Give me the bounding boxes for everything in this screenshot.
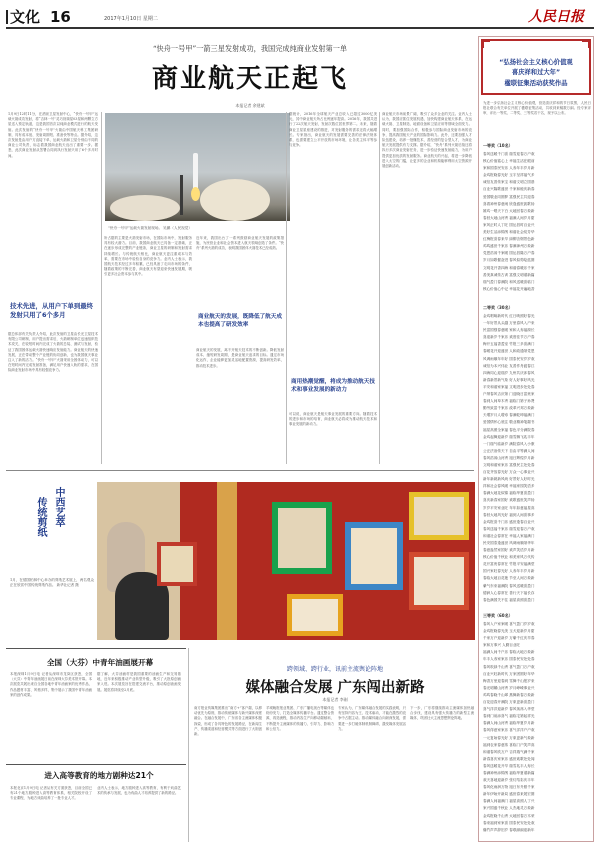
lead-body-col2: 所占据的主要是火箭发射市场，在国际市场中，发射服务具有较大潜力。目前，我国商业航天已具备一定基础，正在逐步形成完整的产业链条，商业卫星的研制和发射需求持续增长。与传统航天相比，商业航天更注重成本与效率，需要在市场中检验自身的竞争力。业内人士表示，我国航天技术经过多年积累，已经具备了走向市场的条件，随着政策的不断完善，商业航天有望迎来快速发展期，吸引更多社会资本参与其中。 <box>104 236 192 277</box>
section-divider <box>6 470 474 471</box>
sidebar-list-3: 春风入户家家暖 喜气盈门岁岁欢 金鸡报晓春光美 玉犬迎新岁月甜 千家万户迎新岁 万紫千红庆早春 家和万事兴 人勤百业旺 福满人间千户乐 春临大地万象新 年丰人寿家家乐 国泰民安处处春 春风吹绿千山秀 喜气盈门万户欢 百业兴旺新时代 万家团圆好年华 梅香万里迎春到 雪舞千山报岁来 春光明媚山河秀 岁月峥嵘事业兴 鸡鸣春晓千山翠 燕舞新春万象新 百花迎春开满院 万象更新喜盈门 喜气洋洋迎新岁 春风荡荡入华堂 春到门前添喜气 福临宅第起祥光 春满人间山河秀 福临华夏岁月新 春风得意家家乐 喜气洋洋户户欢 一元复始春光好 万象更新气象新 福到农家春意浓 喜临门户笑声高 和谐春风吹万户 吉祥瑞气满千家 新春喜庆家家乐 盛世欢歌处处闻 春风送暖花开早 瑞雪兆丰人寿长 春满神州添锦绣 福临华夏谱新篇 欢天喜地迎新岁 张灯结彩庆丰年 春风化雨润万物 旭日东升照千家 新年伊始开新局 盛世春来展宏图 春满人间福满门 福星高照人丁兴 家兴国盛千秋业 人杰地灵万象新 金鸡报晓千山秀 大地回春万木荣 春来福到家家喜 国泰民安处处欢 爆竹声声辞旧岁 春联副副迎新年 <box>483 622 535 832</box>
corner-ornament-icon <box>582 40 590 48</box>
papercut-exhibition-photo <box>97 482 475 640</box>
section-bracket-icon <box>6 10 8 24</box>
sidebar-title-line1: “弘扬社会主义核心价值观 <box>499 59 573 66</box>
story1-title: 全国（大芬）中青年油画展开幕 <box>46 658 154 667</box>
column-rule <box>286 112 287 464</box>
corner-ornament-icon <box>482 40 490 48</box>
story2-body-a: 本报北京1月9日电 记者从有关方面获悉，目前全国已有21个地方剧种进入高等教育体系，相关院校开设了专业课程，为地方戏曲培养了一批专业人才。 <box>10 786 92 801</box>
sidebar-title-box <box>481 39 591 95</box>
masthead-rule <box>6 27 594 29</box>
photo-caption: “快舟一号甲”运载火箭发射现场。 吴鹏（人民视觉） <box>108 226 192 230</box>
feature-caption-text: 1月，在德国柏林中心举办的剪纸艺术展上，两名观众正在欣赏中国传统剪纸作品。 <box>10 578 94 588</box>
section-name: 文化 <box>10 8 41 26</box>
smoke-cloud-right <box>200 179 270 221</box>
column-rule <box>101 112 102 464</box>
lead-body-col4b: 可以说，商业航天是航天事业发展的重要方向。随着技术的进步和市场的培育，商业航天必将成为推动航天技术和事业发展的新动力。 <box>289 412 377 427</box>
feature-title-a: 中西艺萃 <box>53 487 64 527</box>
papercut-frame-5 <box>287 594 343 636</box>
page-number: 16 <box>50 8 71 26</box>
papercut-frame-2 <box>345 522 403 590</box>
sidebar-group-1: 一等奖（10名） <box>483 143 513 148</box>
column-rule <box>379 112 380 464</box>
center-body-col2: 羊城晚报报业集团、广东广播电视台等媒体也纷纷发力，打造全媒体传播平台。通过整合资源、再造流程，推动内容生产向移动端倾斜，不断提升主流媒体的传播力、引导力、影响力和公信力。 <box>266 706 334 731</box>
sidebar-group-2: 二等奖（30名） <box>483 305 513 310</box>
lead-body-col1b: 据总体部有关负责人介绍，此次发射的卫星由长光卫星技术有限公司研制，用户提出需求后，火箭研制单位迅速组织技术攻关，在较短时间内完成了火箭的总装、测试与发射，验证了我国固体运载火箭快速响应发射能力。商业航天的快速发展，正在带动整个产业链的协同创新，也为我国航天事业注入了新的活力。“快舟一号甲”火箭采用全固体动力，可以在短时间内完成发射准备，满足用户快速入轨的需求，在国际商业发射市场中具有较强竞争力。 <box>8 332 98 373</box>
sidebar-intro: 为进一步弘扬社会主义核心价值观，营造喜庆祥和的节日氛围，人民日报社联合有关单位开展了楹联征集活动，共收到来稿数万副。经专家评审，评出一等奖、二等奖、三等奖若干名，现予以公布。 <box>483 101 591 116</box>
lead-body-col3: 近年来，我国出台了一系列鼓励商业航天发展的政策措施，为民营企业和社会资本进入航天领域创造了条件。“快舟”系列火箭的成功，表明我国固体火箭技术已经成熟。 <box>196 236 284 251</box>
smoke-cloud-left <box>110 195 180 221</box>
story2-body-b: 业内人士表示，地方剧种进入高等教育，有利于戏曲艺术的传承与发展，也为戏曲人才培养提供了新的路径。 <box>97 786 181 796</box>
sidebar-panel <box>478 36 594 842</box>
story1-body-b: 据了解，大芬油画村是我国重要的油画生产和交易基地，近年来积极推动产业转型升级，吸引了大批原创画家入驻。本次展览旨在搭建交流平台，推动原创油画发展。展览将持续至2月底。 <box>97 672 181 692</box>
center-headline: 媒体融合发展 广东闯出新路 <box>245 680 425 696</box>
held-papercut <box>157 542 197 586</box>
center-body-col3: 专家认为，广东媒体融合发展的实践表明，只有坚持内容为王、技术驱动，才能在激烈的竞争中占据主动。推动媒体融合向纵深发展，需要进一步打破体制机制障碍，激发媒体发展活力。 <box>338 706 406 731</box>
lead-subhead-2: 商业航天的发展，既降低了航天成本也提高了研发效率 <box>198 314 282 328</box>
center-body-col4: 下一步，广东将继续推动主流媒体加快融合步伐，建设具有强大传播力的新型主流媒体，巩固壮大主流思想舆论阵地。 <box>410 706 474 721</box>
papercut-frame-1 <box>272 502 332 574</box>
feature-credit: 新华社记者 摄 <box>56 583 79 588</box>
center-body-col1: 南方报业传媒集团推出“南方+”客户端，以移动优先为原则，推动传统媒体与新兴媒体深度融合。在融合发展中，广东省各主流媒体积极探索，形成了各具特色的发展路径，在新闻生产、传播渠道和经营模式等方面进行了大胆创新。 <box>194 706 262 737</box>
launch-tower <box>180 175 183 215</box>
lead-body-col4: 据统计，2016年全球航天产业总收入已超过3000亿美元，其中商业航天所占比例逐年提高。2016年，我国共进行了22次航天发射，发射次数位居世界第二。未来，随着商业卫星星座建设的推进，对发射服务的需求还将大幅增长。专家指出，商业航天的发展需要完善的法律法规体系，也需要建立公平开放的市场环境，让各类主体平等参与竞争。 <box>289 112 377 148</box>
issue-date: 2017年1月10日 星期二 <box>104 16 158 22</box>
feature-caption <box>10 578 94 622</box>
sidebar-title-line3: 楹联征集活动获奖作品 <box>504 80 568 87</box>
center-byline: 本报记者 李刚 <box>322 697 348 702</box>
feature-title-b: 传统剪纸 <box>35 497 46 537</box>
newspaper-logo: 人民日报 <box>528 9 584 25</box>
pillar <box>217 482 237 640</box>
lead-body-col1: 1月9日12时11分，在酒泉卫星发射中心，“快舟一号甲”运载火箭成功发射，将“吉林一号”灵巧视频星03星和两颗立方星送入预定轨道，这是我国首次以纯商业模式进行的航天发射。此次发射的“快舟一号甲”火箭由中国航天科工集团研制，具有成本低、发射周期短、准备快等特点。据介绍，这次发射是由用户方直接下单，运载火箭和卫星分别由不同的商业公司负责，标志着我国商业航天迈出了重要一步。据悉，此次商业发射从签署合同到执行发射只用了6个多月时间。 <box>8 112 98 158</box>
column-rule <box>188 648 189 842</box>
lead-subhead-1: 技术先进，从用户下单到最终发射只用了6个多月 <box>10 302 94 319</box>
sidebar-list-2: 金鸡唱响新时代 红日映照好春光 一年好景从头越 万里春风入户来 民富国强春意暖 家和人寿福源长 喜迎新岁千家乐 欢度佳节万户春 梅开五福香盈室 竹报三多喜满门 春暖花开迎盛世 人和政通颂党恩 风调雨顺年年好 国泰民安岁岁欢 诚信为本兴伟业 友善作舟渡春江 四海同心迎瑞岁 九州共庆沐春风 新春新景新气象 好人好事好风光 平安和谐家家福 文明进步处处春 户纳春风吉庆第 门迎晓日富贵家 春到人间草木秀 福临门第子孙贤 勤劳致富千家乐 改革兴邦万象新 天增岁月人增寿 春满乾坤福满门 爱国情怀心底注 敬业精神笔端书 福星高照全家福 春色平分满院春 金鸡起舞迎新岁 瑞雪飘飞兆丰年 一门瑞气临新岁 满院春风入小康 公正法治传天下 自由平等满人间 春风浩荡山河秀 旭日辉煌岁月新 文明和谐家家乐 富强民主处处春 百花齐放春光好 万众一心事业兴 新年新貌新风尚 好景好人好时光 祥和社会春风暖 幸福家园笑语多 春满大地花似锦 福临华夏喜盈门 喜庆新春家国好 欢歌盛世笑声扬 岁岁平安家业旺 年年如意福星高 春回大地风光好 福到人间喜事多 金鸡报喜千门乐 盛世逢春百业兴 春风送福千家乐 瑞雪迎春万户欢 和谐社会春常在 幸福人家福满门 民安国泰逢盛世 风调雨顺颂华年 春意盎然家国好 欢声笑语岁月新 核心价值千秋业 和美家风万代传 花开富贵春常在 竹报平安福满堂 国兴家旺春光好 人寿年丰岁月新 春临大地百花艳 节至人间万象新 紫气东来福满院 春风送暖喜盈门 德润人心春常在 善行天下福长存 春色满园关不住 福星高照喜盈门 <box>483 314 535 602</box>
papercut-frame-3 <box>409 492 469 540</box>
lead-kicker: “快舟一号甲”一箭三星发射成功，我国完成纯商业发射第一单 <box>152 44 348 53</box>
center-kicker: 跨领域、跨行业，讯前主流舆论阵地 <box>286 666 383 673</box>
papercut-frame-4 <box>409 552 469 610</box>
sidebar-list-1: 春风送暖千门喜 瑞雪迎春万户欢 核心价值铭心上 幸福生活在眼前 家和国泰民安乐 人寿年丰岁月新 金鸡报晓春光好 玉宇呈祥福气多 诚信友善传家宝 和谐文明立国基 百业兴隆歌盛世 千家和睦庆新春 爱国敬业同圆梦 富强民主共迎春 喜看神州春意闹 欣逢盛世凯歌扬 雄鸡一唱天下白 大地回春万象新 春回大地山河秀 福满人间岁月甜 家风正时人丁旺 国运昌时百业兴 美好生活添锦绣 和谐社会绽芳华 红梅报喜春来早 绿柳含烟景色新 鸡鸣盛世千家乐 春满神州万象新 党恩浩荡千家暖 国运昌隆万户春 岁月如歌催奋进 春风似剪绘蓝图 文明花开香四海 和谐春暖乐千家 善美真诚传古训 富强文明谱新篇 瑞气盈门春满院 和风送暖喜临门 核心价值心中记 幸福花开遍地香 <box>483 152 535 291</box>
lead-body-col5: 商业航天市场前景广阔，吸引了众多企业的关注。业内人士认为，我国应抓住发展机遇，加快构建商业航天体系，在运载火箭、卫星制造、地面设备和卫星应用等领域全面发力。同时，要加强国际合作，积极参与国际商业发射市场的竞争，提高我国航天产业的国际影响力。此外，还要加强人才队伍建设，培养一批懂技术、善经营的复合型人才，为商业航天发展提供有力支撑。据介绍，“快舟”系列火箭后续还将执行多次商业发射任务，进一步验证快速发射能力，为用户提供更加优质的发射服务。商业航天的兴起，将进一步降低进入太空的门槛，让更多的企业和机构能够利用太空资源开展创新活动。 <box>382 112 472 169</box>
section-divider <box>6 764 186 765</box>
lead-byline: 本报记者 余建斌 <box>235 103 265 108</box>
sidebar-title-line2: 喜庆祥和过大年” <box>511 69 561 76</box>
lead-body-col3b: 商业航天的发展，离不开航天技术的不断创新。降低发射成本、缩短研发周期，是商业航天追求的目标。通过市场化运作，企业能够更加灵活地配置资源，提高研发效率，推动技术进步。 <box>196 348 284 368</box>
masthead <box>0 0 600 30</box>
section-divider <box>6 648 186 649</box>
rocket-launch-photo <box>105 113 290 221</box>
story1-body-a: 本报深圳1月9日电 记者从深圳市龙岗区获悉，全国（大芬）中青年油画展日前在深圳大芬美术馆开幕。本次展览共展出来自全国各地中青年油画家的优秀作品，作品题材丰富、风格多样，集中展示了我国中青年油画家的创作成果。 <box>10 672 92 697</box>
lead-subhead-3: 商用热潮觉醒，将成为推动航天技术和事业发展的新动力 <box>291 379 375 393</box>
launch-flame-icon <box>191 187 200 201</box>
lead-headline: 商业航天正起飞 <box>151 64 348 94</box>
sidebar-group-3: 三等奖（60名） <box>483 613 513 618</box>
story2-title: 进入高等教育的地方剧种达21个 <box>44 771 154 780</box>
rocket-icon <box>193 153 198 189</box>
